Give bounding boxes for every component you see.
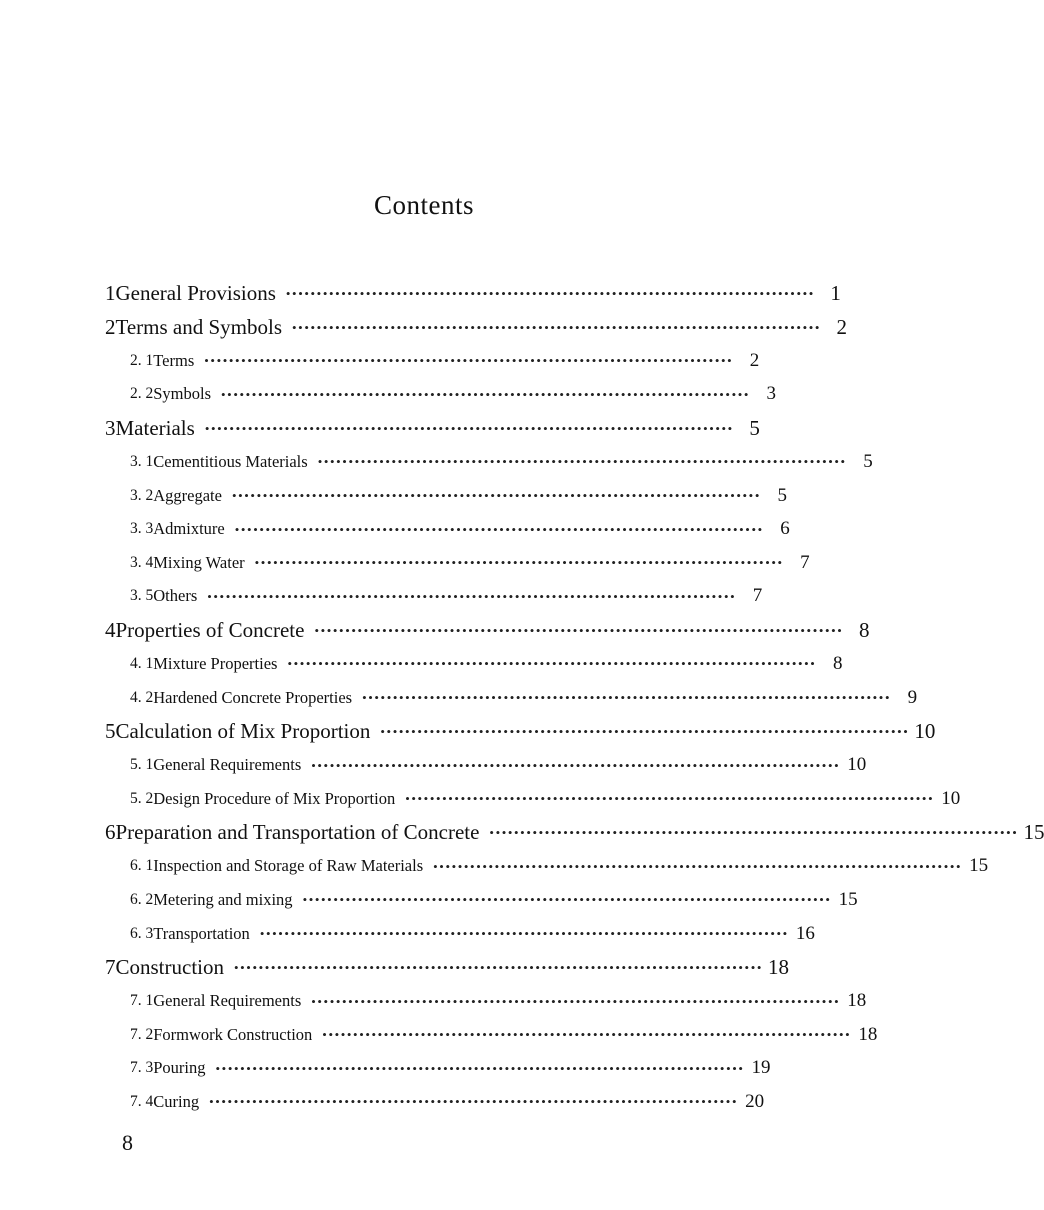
toc-section-entry[interactable] — [105, 1085, 765, 1119]
entry-number: 7. 3 — [130, 1059, 154, 1077]
entry-page-number: 9 — [907, 686, 918, 708]
entry-page-number: 6 — [780, 518, 790, 540]
entry-title: Curing — [153, 1091, 200, 1111]
dot-leader: •••••••••••••••••••••••••••••••••••••••••••••••••••••••••••••••••••••••••••••••••••••• — [317, 454, 847, 470]
entry-title: Pouring — [153, 1058, 206, 1078]
entry-number: 5. 1 — [130, 756, 154, 774]
toc-section-entry[interactable] — [105, 647, 843, 681]
entry-title: Symbols — [153, 384, 212, 404]
toc-chapter-entry[interactable] — [105, 613, 870, 647]
entry-number: 3. 5 — [130, 587, 154, 605]
entry-title: Mixture Properties — [153, 653, 278, 673]
footer-page-number: 8 — [122, 1130, 133, 1155]
entry-number: 4 — [105, 617, 116, 642]
entry-page-number: 8 — [858, 617, 870, 642]
entry-number: 2. 1 — [130, 351, 154, 369]
toc-chapter-entry[interactable] — [105, 276, 841, 310]
entry-title: Design Procedure of Mix Proportion — [153, 788, 396, 808]
entry-page-number: 15 — [1023, 820, 1044, 845]
entry-page-number: 18 — [858, 1023, 878, 1045]
entry-title: Construction — [115, 954, 224, 979]
toc-section-entry[interactable] — [105, 512, 790, 546]
toc-section-entry[interactable] — [105, 344, 760, 378]
toc-chapter-entry[interactable] — [105, 310, 848, 344]
entry-page-number: 16 — [795, 922, 815, 944]
entry-title: Others — [153, 586, 198, 606]
entry-title: Mixing Water — [153, 552, 245, 572]
toc-chapter-entry[interactable] — [105, 950, 790, 984]
dot-leader: •••••••••••••••••••••••••••••••••••••••••••••••••••••••••••••••••••••••••••••••••••••• — [207, 588, 737, 604]
entry-number: 3. 4 — [130, 553, 154, 571]
dot-leader: •••••••••••••••••••••••••••••••••••••••••••••••••••••••••••••••••••••••••••••••••••••• — [302, 892, 832, 908]
entry-title: General Provisions — [115, 280, 276, 305]
toc-section-entry[interactable] — [105, 378, 777, 412]
entry-page-number: 19 — [751, 1057, 771, 1079]
entry-page-number: 5 — [749, 415, 760, 440]
entry-number: 1 — [105, 280, 116, 305]
dot-leader: •••••••••••••••••••••••••••••••••••••••••••••••••••••••••••••••••••••••••••••••••••••• — [215, 1060, 745, 1076]
entry-number: 3. 3 — [130, 520, 154, 538]
entry-number: 6. 2 — [130, 890, 154, 908]
dot-leader: •••••••••••••••••••••••••••••••••••••••••••••••••••••••••••••••••••••••••••••••••••••• — [209, 1094, 739, 1110]
entry-page-number: 8 — [832, 652, 843, 674]
toc-section-entry[interactable] — [105, 445, 873, 479]
toc-section-entry[interactable] — [105, 580, 763, 614]
toc-chapter-entry[interactable] — [105, 411, 760, 445]
entry-page-number: 10 — [941, 787, 961, 809]
toc-chapter-entry[interactable] — [105, 714, 936, 748]
dot-leader: •••••••••••••••••••••••••••••••••••••••••••••••••••••••••••••••••••••••••••••••••••••• — [204, 420, 734, 436]
entry-page-number: 1 — [830, 280, 841, 305]
toc-section-entry[interactable] — [105, 883, 858, 917]
entry-page-number: 7 — [752, 585, 763, 607]
entry-title: General Requirements — [153, 991, 302, 1011]
dot-leader: •••••••••••••••••••••••••••••••••••••••••••••••••••••••••••••••••••••••••••••••••••••• — [259, 926, 789, 942]
toc-section-entry[interactable] — [105, 748, 867, 782]
entry-title: Formwork Construction — [153, 1024, 313, 1044]
entry-page-number: 5 — [863, 450, 873, 472]
dot-leader: •••••••••••••••••••••••••••••••••••••••••••••••••••••••••••••••••••••••••••••••••••••• — [405, 791, 935, 807]
dot-leader: •••••••••••••••••••••••••••••••••••••••••••••••••••••••••••••••••••••••••••••••••••••• — [292, 319, 822, 335]
entry-page-number: 3 — [766, 383, 777, 405]
toc-section-entry[interactable] — [105, 917, 815, 951]
entry-number: 5. 2 — [130, 789, 154, 807]
toc-section-entry[interactable] — [105, 1018, 878, 1052]
dot-leader: •••••••••••••••••••••••••••••••••••••••••••••••••••••••••••••••••••••••••••••••••••••• — [287, 656, 817, 672]
entry-page-number: 15 — [969, 855, 989, 877]
entry-number: 2. 2 — [130, 385, 154, 403]
entry-number: 2 — [105, 314, 116, 339]
dot-leader: •••••••••••••••••••••••••••••••••••••••••••••••••••••••••••••••••••••••••••••••••••••• — [489, 825, 1019, 841]
entry-title: Transportation — [153, 923, 250, 943]
entry-number: 7. 4 — [130, 1092, 154, 1110]
entry-title: Aggregate — [153, 485, 222, 505]
entry-title: Cementitious Materials — [153, 451, 308, 471]
toc-section-entry[interactable] — [105, 479, 787, 513]
entry-title: Terms and Symbols — [115, 314, 283, 339]
entry-number: 7. 2 — [130, 1025, 154, 1043]
entry-number: 5 — [105, 718, 116, 743]
entry-number: 3. 2 — [130, 486, 154, 504]
dot-leader: •••••••••••••••••••••••••••••••••••••••••••••••••••••••••••••••••••••••••••••••••••••• — [362, 690, 892, 706]
entry-page-number: 2 — [836, 314, 848, 339]
entry-number: 6. 3 — [130, 924, 154, 942]
toc-section-entry[interactable] — [105, 681, 918, 715]
entry-title: Admixture — [153, 519, 225, 539]
entry-number: 7. 1 — [130, 992, 154, 1010]
page-title: Contents — [373, 190, 474, 220]
dot-leader: •••••••••••••••••••••••••••••••••••••••••••••••••••••••••••••••••••••••••••••••••••••• — [231, 488, 761, 504]
dot-leader: •••••••••••••••••••••••••••••••••••••••••••••••••••••••••••••••••••••••••••••••••••••• — [380, 723, 910, 739]
dot-leader: •••••••••••••••••••••••••••••••••••••••••••••••••••••••••••••••••••••••••••••••••••••• — [234, 521, 764, 537]
entry-page-number: 18 — [847, 990, 867, 1012]
entry-page-number: 18 — [768, 954, 790, 979]
dot-leader: •••••••••••••••••••••••••••••••••••••••••••••••••••••••••••••••••••••••••••••••••••••• — [254, 555, 784, 571]
entry-page-number: 2 — [749, 349, 760, 371]
dot-leader: •••••••••••••••••••••••••••••••••••••••••••••••••••••••••••••••••••••••••••••••••••••• — [322, 1027, 852, 1043]
entry-title: General Requirements — [153, 755, 302, 775]
entry-number: 7 — [105, 954, 116, 979]
entry-page-number: 7 — [800, 551, 810, 573]
dot-leader: •••••••••••••••••••••••••••••••••••••••••••••••••••••••••••••••••••••••••••••••••••••• — [234, 959, 764, 975]
entry-title: Inspection and Storage of Raw Materials — [153, 856, 424, 876]
entry-title: Terms — [153, 350, 195, 370]
entry-title: Preparation and Transportation of Concrete — [115, 820, 480, 845]
toc-section-entry[interactable] — [105, 1052, 771, 1086]
entry-number: 6. 1 — [130, 857, 154, 875]
entry-number: 4. 2 — [130, 688, 154, 706]
dot-leader: •••••••••••••••••••••••••••••••••••••••••••••••••••••••••••••••••••••••••••••••••••••• — [433, 858, 963, 874]
entry-page-number: 5 — [777, 484, 787, 506]
entry-page-number: 15 — [838, 888, 858, 910]
toc-section-entry[interactable] — [105, 850, 989, 884]
entry-title: Hardened Concrete Properties — [153, 687, 353, 707]
entry-page-number: 10 — [914, 718, 936, 743]
toc-section-entry[interactable] — [105, 546, 810, 580]
dot-leader: •••••••••••••••••••••••••••••••••••••••••••••••••••••••••••••••••••••••••••••••••••••• — [285, 285, 815, 301]
dot-leader: •••••••••••••••••••••••••••••••••••••••••••••••••••••••••••••••••••••••••••••••••••••• — [311, 757, 841, 773]
toc-chapter-entry[interactable] — [105, 816, 1044, 850]
dot-leader: •••••••••••••••••••••••••••••••••••••••••••••••••••••••••••••••••••••••••••••••••••••• — [314, 622, 844, 638]
entry-page-number: 20 — [745, 1090, 765, 1112]
entry-title: Materials — [115, 415, 195, 440]
entry-title: Properties of Concrete — [115, 617, 305, 642]
entry-number: 3. 1 — [130, 452, 154, 470]
dot-leader: •••••••••••••••••••••••••••••••••••••••••••••••••••••••••••••••••••••••••••••••••••••• — [221, 386, 751, 402]
entry-number: 4. 1 — [130, 654, 154, 672]
entry-page-number: 10 — [847, 754, 867, 776]
entry-title: Metering and mixing — [153, 889, 293, 909]
entry-title: Calculation of Mix Proportion — [115, 718, 371, 743]
table-of-contents — [105, 276, 1044, 1119]
entry-number: 6 — [105, 820, 116, 845]
dot-leader: •••••••••••••••••••••••••••••••••••••••••••••••••••••••••••••••••••••••••••••••••••••• — [311, 993, 841, 1009]
toc-section-entry[interactable] — [105, 984, 867, 1018]
toc-section-entry[interactable] — [105, 782, 961, 816]
dot-leader: •••••••••••••••••••••••••••••••••••••••••••••••••••••••••••••••••••••••••••••••••••••• — [204, 353, 734, 369]
entry-number: 3 — [105, 415, 116, 440]
